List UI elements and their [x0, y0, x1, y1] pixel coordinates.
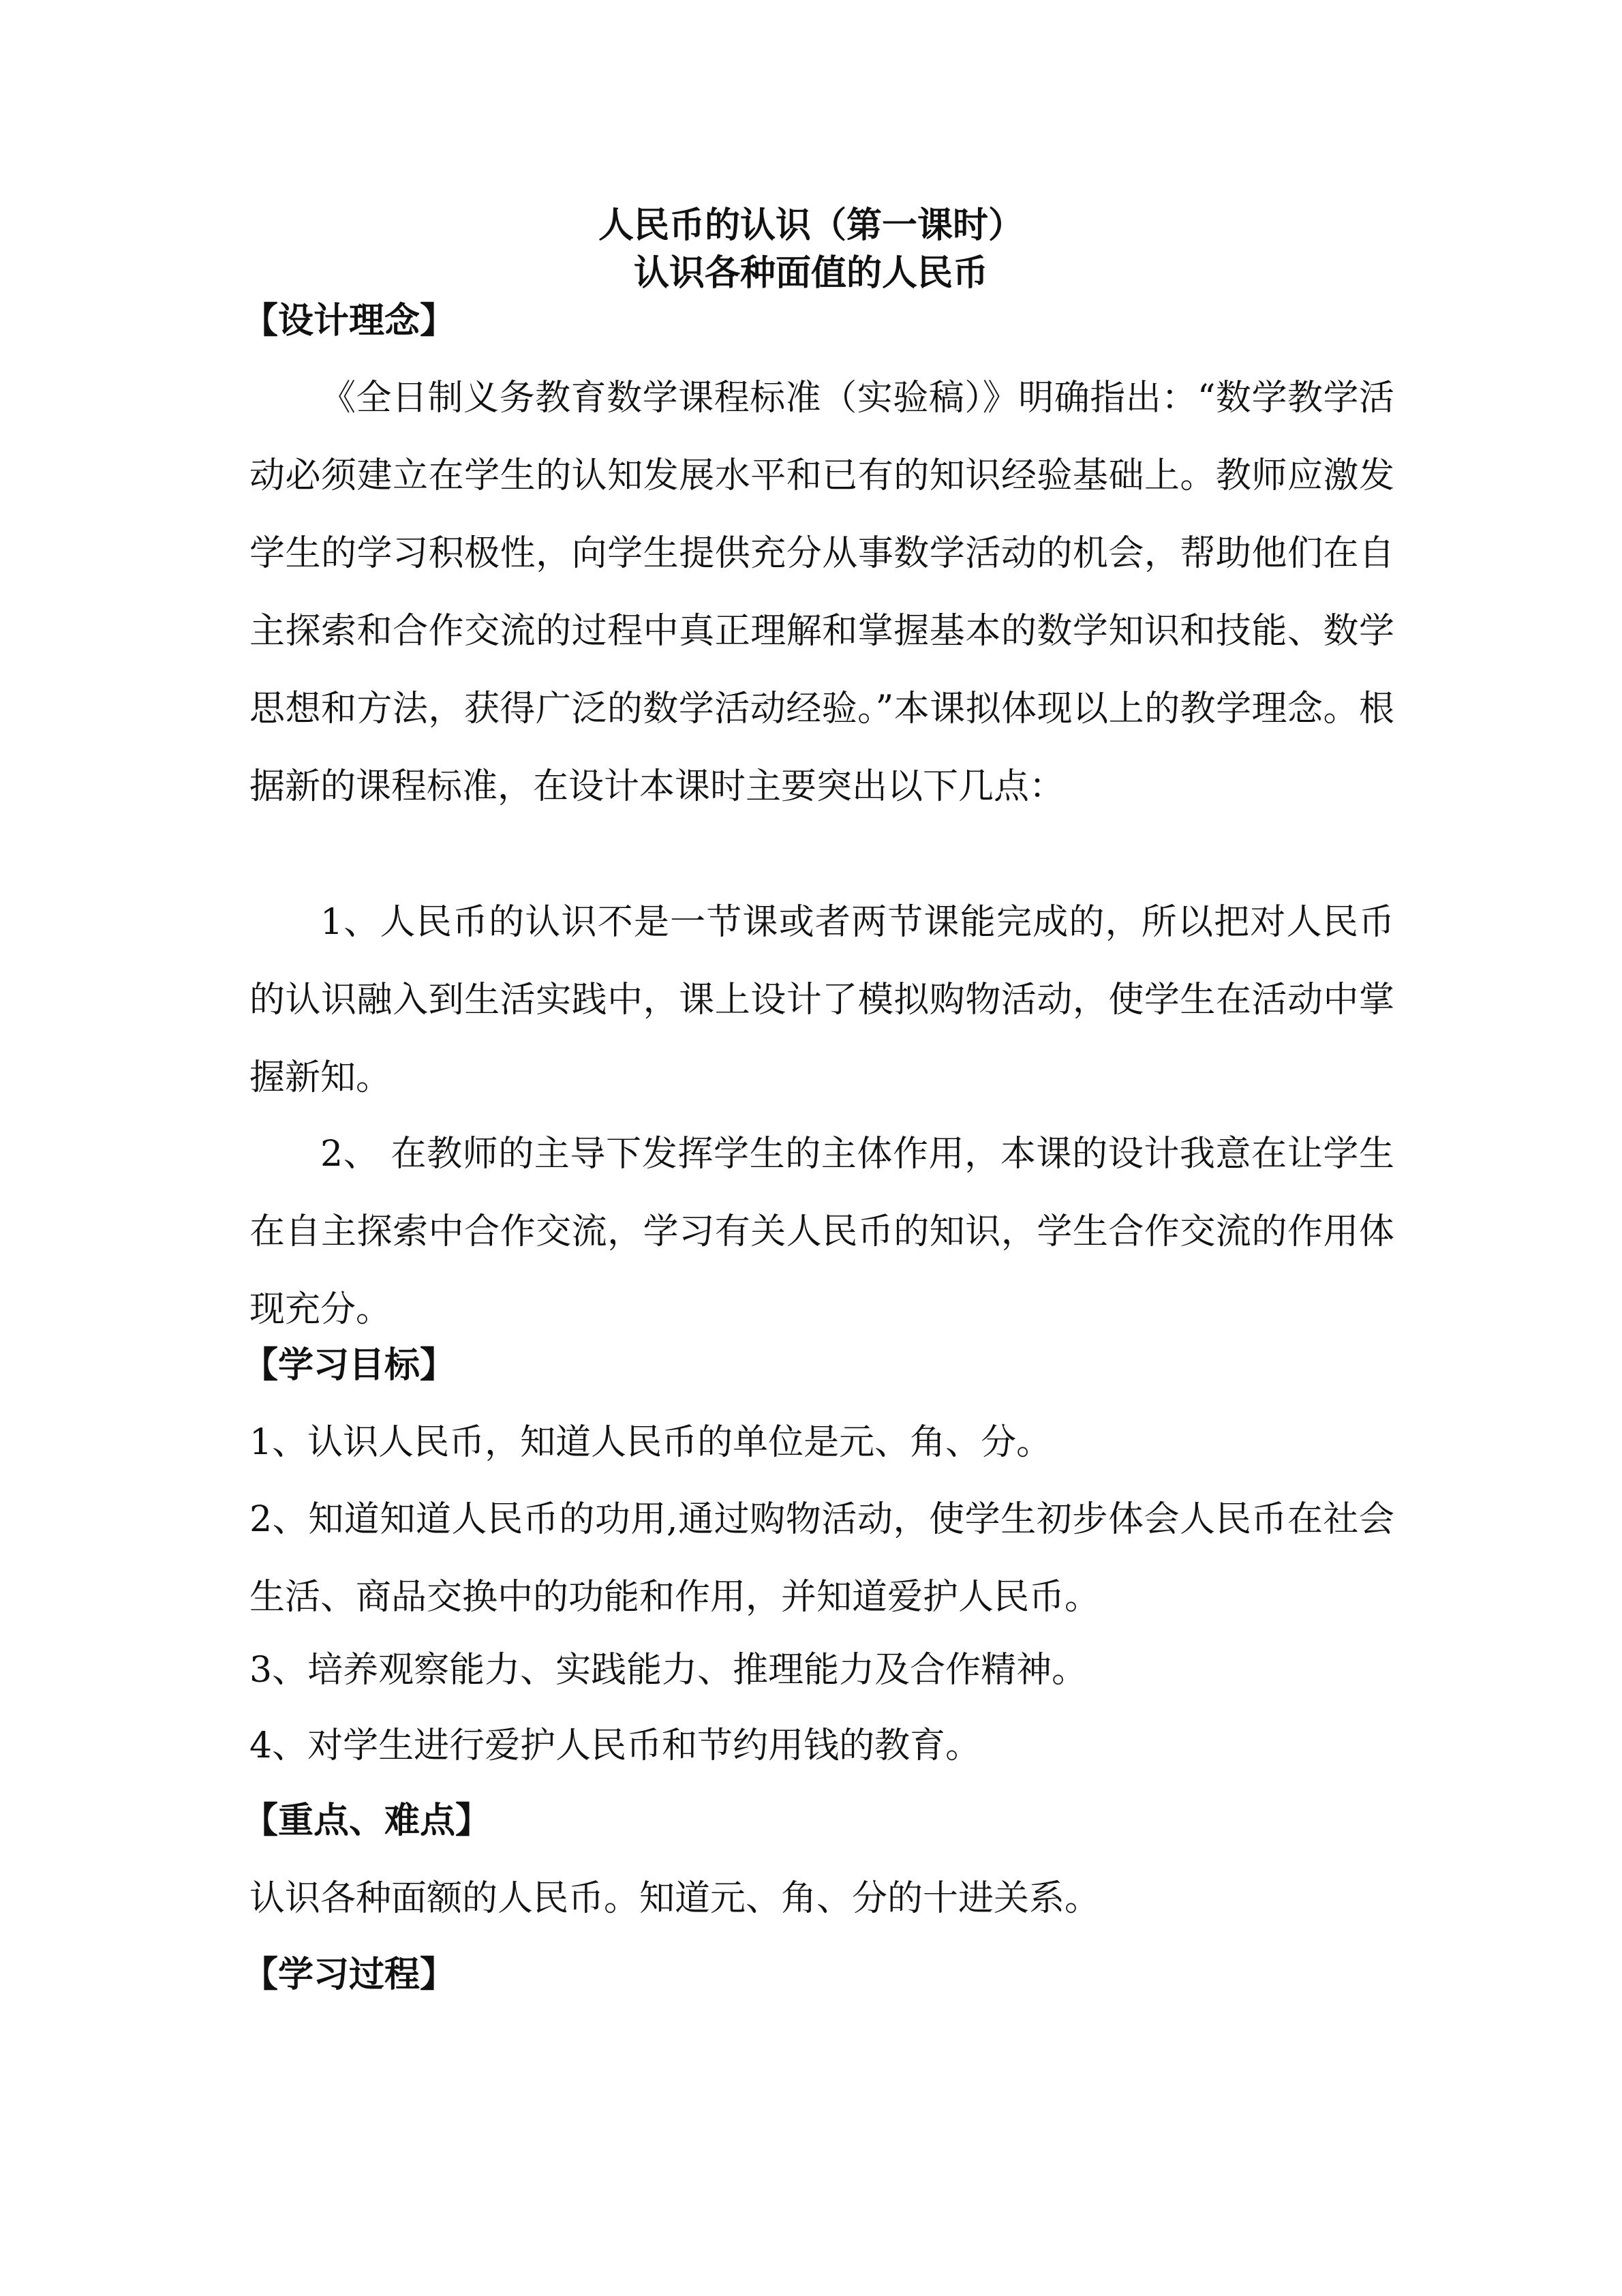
- document-title: 人民币的认识（第一课时）: [598, 205, 1024, 246]
- heading-learning-goals: 【学习目标】: [243, 1345, 456, 1386]
- heading-key-points: 【重点、难点】: [243, 1800, 491, 1841]
- goal-item-3: 3、培养观察能力、实践能力、推理能力及合作精神。: [249, 1650, 1088, 1691]
- paragraph-design-point-2: 2、 在教师的主导下发挥学生的主体作用，本课的设计我意在让学生在自主探索中合作交流，学习有关人民币的知识，学生合作交流的作用体现充分。: [249, 1134, 1394, 1330]
- goal-item-1: 1、认识人民币，知道人民币的单位是元、角、分。: [249, 1422, 1052, 1463]
- document-subtitle: 认识各种面值的人民币: [633, 253, 988, 294]
- paragraph-design-intro: 《全日制义务教育数学课程标准（实验稿）》明确指出：“数学教学活动必须建立在学生的认知发展水平和已有的知识经验基础上。教师应激发学生的学习积极性，向学生提供充分从事数学活动的机会，帮助他们在自主探索和合作交流的过程中真正理解和掌握基本的数学知识和技能、数学思想和方法，获得广泛的数学活动经验。”本课拟体现以上的教学理念。根据新的课程标准，在设计本课时主要突出以下几点：: [249, 378, 1394, 807]
- heading-design-concept: 【设计理念】: [243, 301, 456, 342]
- goal-item-2: 2、知道知道人民币的功用,通过购物活动，使学生初步体会人民币在社会生活、商品交换中的功能和作用，并知道爱护人民币。: [249, 1499, 1394, 1618]
- heading-learning-process: 【学习过程】: [243, 1954, 456, 1995]
- key-points-text: 认识各种面额的人民币。知道元、角、分的十进关系。: [249, 1878, 1101, 1919]
- paragraph-design-point-1: 1、人民币的认识不是一节课或者两节课能完成的，所以把对人民币的认识融入到生活实践中，课上设计了模拟购物活动，使学生在活动中掌握新知。: [249, 902, 1394, 1098]
- goal-item-4: 4、对学生进行爱护人民币和节约用钱的教育。: [249, 1725, 981, 1766]
